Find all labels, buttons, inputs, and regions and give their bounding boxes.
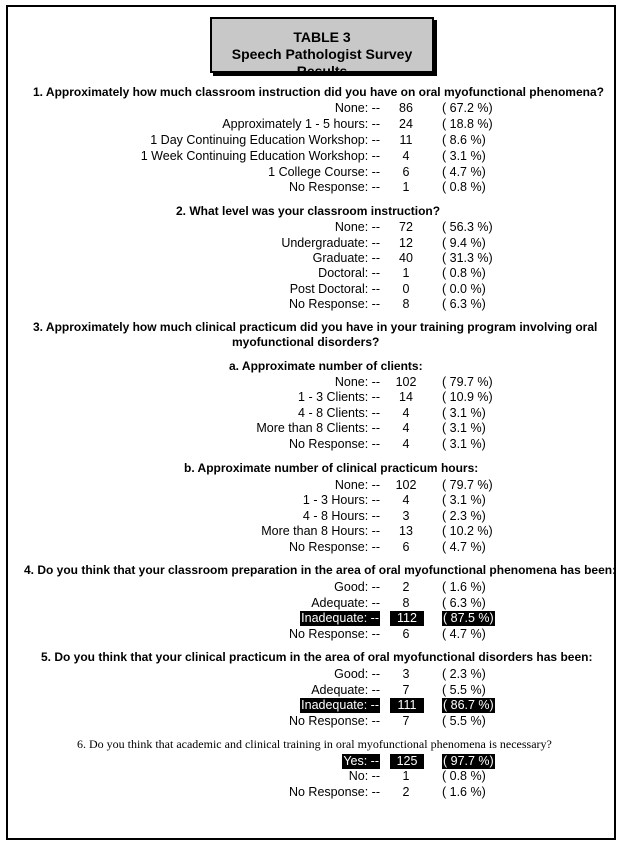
row-count: 7 — [402, 683, 410, 697]
row-percent: ( 18.8 %) — [442, 117, 493, 131]
table-title-box — [210, 17, 434, 79]
row-count: 11 — [399, 133, 413, 147]
q2-row — [0, 282, 623, 297]
row-percent: ( 9.4 %) — [442, 236, 486, 250]
question-2: 2. What level was your classroom instruction? — [176, 204, 441, 218]
row-count: 40 — [399, 251, 413, 265]
row-label: No Response: -- — [288, 540, 380, 554]
row-count: 8 — [402, 297, 410, 311]
q2-row — [0, 266, 623, 281]
row-percent: ( 2.3 %) — [442, 667, 486, 681]
q4-row-highlighted — [0, 611, 623, 626]
row-label: Graduate: -- — [312, 251, 380, 265]
row-percent: ( 3.1 %) — [442, 149, 486, 163]
q1-row — [0, 149, 623, 164]
question-4: 4. Do you think that your classroom preparation in the area of oral myofunctional phenomena has been: — [24, 563, 617, 577]
table-title: TABLE 3 — [293, 29, 351, 45]
row-label: No Response: -- — [288, 297, 380, 311]
row-percent: ( 0.8 %) — [442, 180, 486, 194]
row-percent: ( 3.1 %) — [442, 493, 486, 507]
row-percent: ( 0.8 %) — [442, 266, 486, 280]
row-label: Good: -- — [334, 667, 380, 681]
q5-row-highlighted — [0, 698, 623, 713]
q3b-row — [0, 540, 623, 555]
row-count: 3 — [402, 667, 410, 681]
q3a-row — [0, 437, 623, 452]
row-count: 13 — [399, 524, 413, 538]
question-1: 1. Approximately how much classroom instruction did you have on oral myofunctional phenomena? — [33, 85, 604, 99]
row-percent: ( 0.0 %) — [442, 282, 486, 296]
q6-row-highlighted — [0, 754, 623, 769]
q3b-row — [0, 524, 623, 539]
q3b-row — [0, 509, 623, 524]
row-label: No Response: -- — [288, 785, 380, 799]
row-count: 102 — [395, 375, 417, 389]
row-count: 12 — [399, 236, 413, 250]
row-count: 1 — [402, 180, 410, 194]
row-label: None: -- — [334, 220, 380, 234]
row-count: 6 — [402, 627, 410, 641]
row-label: Adequate: -- — [311, 683, 380, 697]
row-label: Post Doctoral: -- — [289, 282, 380, 296]
row-percent: ( 6.3 %) — [442, 596, 486, 610]
row-percent: ( 3.1 %) — [442, 437, 486, 451]
row-percent: ( 0.8 %) — [442, 769, 486, 783]
row-percent: ( 4.7 %) — [442, 627, 486, 641]
row-percent: ( 79.7 %) — [442, 478, 493, 492]
row-label: Adequate: -- — [311, 596, 380, 610]
q3b-row — [0, 478, 623, 493]
question-5: 5. Do you think that your clinical practicum in the area of oral myofunctional disorders has been: — [41, 650, 593, 664]
q3a-row — [0, 406, 623, 421]
row-label: More than 8 Clients: -- — [256, 421, 380, 435]
q6-row — [0, 785, 623, 800]
row-count: 2 — [402, 580, 410, 594]
row-percent: ( 1.6 %) — [442, 580, 486, 594]
q3a-row — [0, 390, 623, 405]
row-percent: ( 3.1 %) — [442, 421, 486, 435]
row-percent: ( 5.5 %) — [442, 714, 486, 728]
row-percent: ( 4.7 %) — [442, 540, 486, 554]
row-percent: ( 79.7 %) — [442, 375, 493, 389]
q5-row — [0, 683, 623, 698]
row-label: No Response: -- — [288, 437, 380, 451]
question-3a: a. Approximate number of clients: — [229, 359, 423, 373]
q4-row — [0, 596, 623, 611]
row-percent: ( 3.1 %) — [442, 406, 486, 420]
row-percent: ( 10.9 %) — [442, 390, 493, 404]
row-label: More than 8 Hours: -- — [261, 524, 380, 538]
row-percent: ( 67.2 %) — [442, 101, 493, 115]
row-label: Inadequate: -- — [301, 698, 379, 712]
row-label: Yes: -- — [343, 754, 379, 768]
row-percent: ( 2.3 %) — [442, 509, 486, 523]
q1-row — [0, 165, 623, 180]
row-label: 1 College Course: -- — [268, 165, 380, 179]
row-percent: ( 87.5 %) — [443, 611, 494, 625]
row-label: Doctoral: -- — [318, 266, 380, 280]
q3b-row — [0, 493, 623, 508]
q1-row — [0, 133, 623, 148]
row-label: No Response: -- — [288, 714, 380, 728]
row-percent: ( 31.3 %) — [442, 251, 493, 265]
row-count: 102 — [395, 478, 417, 492]
q5-row — [0, 667, 623, 682]
row-count: 86 — [399, 101, 413, 115]
row-percent: ( 4.7 %) — [442, 165, 486, 179]
q4-row — [0, 627, 623, 642]
row-label: Inadequate: -- — [301, 611, 379, 625]
question-3-line2: myofunctional disorders? — [232, 335, 380, 349]
row-count: 1 — [402, 266, 410, 280]
row-percent: ( 97.7 %) — [443, 754, 494, 768]
row-label: 4 - 8 Clients: -- — [298, 406, 380, 420]
row-label: 1 Day Continuing Education Workshop: -- — [150, 133, 380, 147]
row-count: 4 — [402, 437, 410, 451]
table-subtitle: Speech Pathologist Survey Results — [231, 46, 413, 79]
row-percent: ( 6.3 %) — [442, 297, 486, 311]
question-3b: b. Approximate number of clinical practicum hours: — [184, 461, 479, 475]
row-percent: ( 5.5 %) — [442, 683, 486, 697]
row-count: 4 — [402, 149, 410, 163]
row-label: None: -- — [334, 101, 380, 115]
q2-row — [0, 220, 623, 235]
row-percent: ( 8.6 %) — [442, 133, 486, 147]
q3a-row — [0, 375, 623, 390]
row-count: 111 — [390, 698, 424, 713]
row-label: None: -- — [334, 478, 380, 492]
row-label: 4 - 8 Hours: -- — [302, 509, 380, 523]
row-label: No Response: -- — [288, 627, 380, 641]
row-label: 1 - 3 Hours: -- — [302, 493, 380, 507]
q1-row — [0, 101, 623, 116]
row-count: 1 — [402, 769, 410, 783]
row-count: 4 — [402, 421, 410, 435]
row-label: Undergraduate: -- — [281, 236, 380, 250]
row-count: 2 — [402, 785, 410, 799]
question-3-line1: 3. Approximately how much clinical practicum did you have in your training program involving oral — [33, 320, 598, 334]
row-label: None: -- — [334, 375, 380, 389]
row-count: 72 — [399, 220, 413, 234]
row-label: 1 Week Continuing Education Workshop: -- — [140, 149, 380, 163]
row-count: 24 — [399, 117, 413, 131]
row-count: 6 — [402, 165, 410, 179]
row-count: 3 — [402, 509, 410, 523]
row-count: 112 — [390, 611, 424, 626]
q5-row — [0, 714, 623, 729]
row-count: 6 — [402, 540, 410, 554]
row-count: 7 — [402, 714, 410, 728]
q2-row — [0, 297, 623, 312]
row-label: No Response: -- — [288, 180, 380, 194]
q4-row — [0, 580, 623, 595]
row-count: 14 — [399, 390, 413, 404]
row-percent: ( 56.3 %) — [442, 220, 493, 234]
row-percent: ( 1.6 %) — [442, 785, 486, 799]
q1-row — [0, 180, 623, 195]
row-count: 125 — [390, 754, 424, 769]
q2-row — [0, 251, 623, 266]
row-label: No: -- — [348, 769, 380, 783]
q1-row — [0, 117, 623, 132]
question-6: 6. Do you think that academic and clinical training in oral myofunctional phenomena is necessary? — [77, 737, 552, 751]
row-percent: ( 86.7 %) — [443, 698, 494, 712]
row-count: 0 — [402, 282, 410, 296]
row-count: 4 — [402, 406, 410, 420]
q6-row — [0, 769, 623, 784]
row-label: 1 - 3 Clients: -- — [298, 390, 380, 404]
row-count: 4 — [402, 493, 410, 507]
row-label: Approximately 1 - 5 hours: -- — [222, 117, 380, 131]
row-label: Good: -- — [334, 580, 380, 594]
row-count: 8 — [402, 596, 410, 610]
q3a-row — [0, 421, 623, 436]
q2-row — [0, 236, 623, 251]
row-percent: ( 10.2 %) — [442, 524, 493, 538]
